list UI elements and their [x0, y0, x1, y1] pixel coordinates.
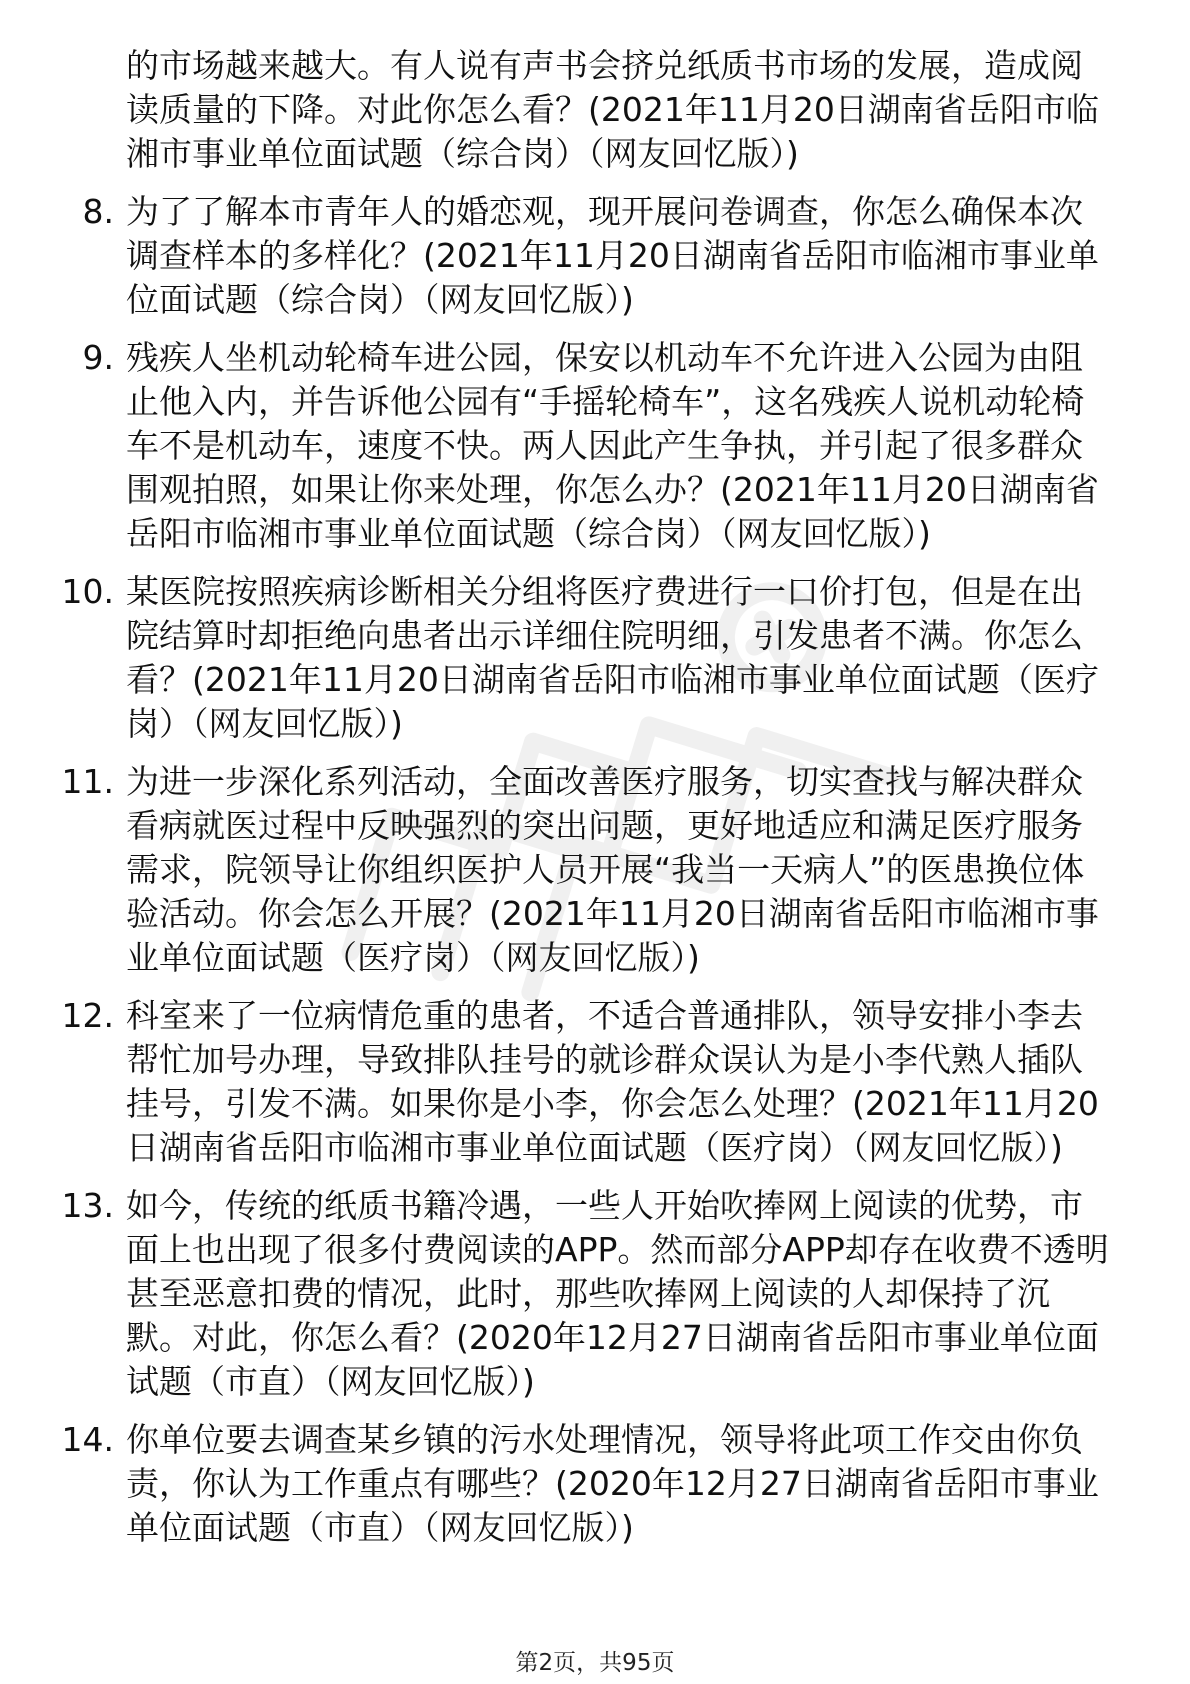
- question-item-12: [54, 994, 1114, 1170]
- question-number: 12.: [61, 996, 114, 1035]
- question-item-11: [54, 760, 1114, 980]
- question-item-10: [54, 570, 1114, 746]
- question-item-9: [54, 336, 1114, 556]
- question-text: 某医院按照疾病诊断相关分组将医疗费进行一口价打包，但是在出院结算时却拒绝向患者出示详细住院明细，引发患者不满。你怎么看？(2021年11月20日湖南省岳阳市临湘市事业单位面试题（医疗岗）（网友回忆版）): [126, 572, 1099, 743]
- question-number: 14.: [61, 1420, 114, 1459]
- question-item-8: [54, 190, 1114, 322]
- question-number: 8.: [82, 192, 114, 231]
- question-number: 9.: [82, 338, 114, 377]
- question-text: 你单位要去调查某乡镇的污水处理情况，领导将此项工作交由你负责，你认为工作重点有哪些？(2020年12月27日湖南省岳阳市事业单位面试题（市直）（网友回忆版）): [126, 1420, 1099, 1547]
- question-text: 如今，传统的纸质书籍冷遇，一些人开始吹捧网上阅读的优势，市面上也出现了很多付费阅读的APP。然而部分APP却存在收费不透明甚至恶意扣费的情况，此时，那些吹捧网上阅读的人却保持了沉默。对此，你怎么看？(2020年12月27日湖南省岳阳市事业单位面试题（市直）（网友回忆版）): [126, 1186, 1109, 1401]
- question-continuation: 的市场越来越大。有人说有声书会挤兑纸质书市场的发展，造成阅读质量的下降。对此你怎么看？(2021年11月20日湖南省岳阳市临湘市事业单位面试题（综合岗）（网友回忆版）): [126, 46, 1099, 173]
- question-number: 11.: [61, 762, 114, 801]
- question-text: 为进一步深化系列活动，全面改善医疗服务，切实查找与解决群众看病就医过程中反映强烈的突出问题，更好地适应和满足医疗服务需求，院领导让你组织医护人员开展“我当一天病人”的医患换位体验活动。你会怎么开展？(2021年11月20日湖南省岳阳市临湘市事业单位面试题（医疗岗）（网友回忆版）): [126, 762, 1099, 977]
- question-number: 13.: [61, 1186, 114, 1225]
- question-text: 科室来了一位病情危重的患者，不适合普通排队，领导安排小李去帮忙加号办理，导致排队挂号的就诊群众误认为是小李代熟人插队挂号，引发不满。如果你是小李，你会怎么处理？(2021年11月20日湖南省岳阳市临湘市事业单位面试题（医疗岗）（网友回忆版）): [126, 996, 1099, 1167]
- question-text: 为了了解本市青年人的婚恋观，现开展问卷调查，你怎么确保本次调查样本的多样化？(2021年11月20日湖南省岳阳市临湘市事业单位面试题（综合岗）（网友回忆版）): [126, 192, 1099, 319]
- question-text: 残疾人坐机动轮椅车进公园，保安以机动车不允许进入公园为由阻止他入内，并告诉他公园有“手摇轮椅车”，这名残疾人说机动轮椅车不是机动车，速度不快。两人因此产生争执，并引起了很多群众围观拍照，如果让你来处理，你怎么办？(2021年11月20日湖南省岳阳市临湘市事业单位面试题（综合岗）（网友回忆版）): [126, 338, 1099, 553]
- question-item-13: [54, 1184, 1114, 1404]
- page-footer: 第2页，共95页: [515, 1650, 675, 1676]
- question-item-14: [54, 1418, 1114, 1550]
- question-number: 10.: [61, 572, 114, 611]
- question-list: [54, 44, 1114, 1564]
